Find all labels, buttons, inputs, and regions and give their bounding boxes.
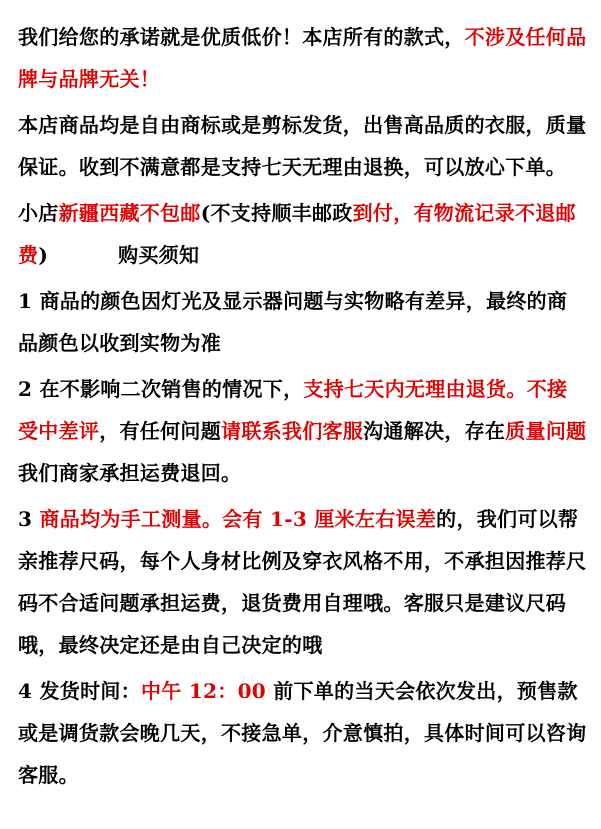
highlighted-text: 请联系我们客服	[221, 419, 364, 443]
notice-paragraph-2	[18, 104, 587, 188]
body-text: 3	[18, 507, 40, 531]
body-text: 购买须知	[118, 243, 200, 267]
body-text: 我们商家承担运费退回。	[18, 461, 242, 485]
notice-paragraph-3	[18, 192, 587, 276]
highlighted-text: 支持七天内无理由退货。不接受中差评	[18, 377, 568, 443]
body-text: 小店	[18, 201, 59, 225]
body-text: )	[38, 243, 49, 267]
highlighted-text: 到付，有物流记录不退邮费	[18, 201, 576, 267]
notice-paragraph-7	[18, 670, 587, 796]
body-text: ，有任何问题	[99, 419, 222, 443]
highlighted-text: 中午 12：00	[140, 679, 267, 703]
body-text: 的，我们可以帮亲推荐尺码，每个人身材比例及穿衣风格不用，不承担因推荐尺码不合适问题承担运费，退货费用自理哦。客服只是建议尺码哦，最终决定还是由自己决定的哦	[18, 507, 587, 657]
notice-paragraph-5	[18, 368, 587, 494]
highlighted-text: 不涉及任何品牌与品牌无关！	[18, 25, 587, 91]
body-text: (不支持顺丰邮政	[200, 201, 353, 225]
body-text: 1 商品的颜色因灯光及显示器问题与实物略有差异，最终的商品颜色以收到实物为准	[18, 289, 568, 355]
notice-paragraph-4	[18, 280, 587, 364]
body-text: 本店商品均是自由商标或是剪标发货，出售高品质的衣服，质量保证。收到不满意都是支持七天无理由退换，可以放心下单。	[18, 113, 587, 179]
body-text: 前下单的当天会依次发出，预售款或是调货款会晚几天，不接急单，介意慎拍，具体时间可以咨询客服。	[18, 679, 587, 787]
body-text: 2 在不影响二次销售的情况下，	[18, 377, 304, 401]
highlighted-text: 新疆西藏不包邮	[58, 201, 201, 225]
highlighted-text: 商品均为手工测量。会有 1-3 厘米左右误差	[39, 507, 437, 531]
notice-paragraph-6	[18, 498, 587, 666]
highlighted-text: 质量问题	[505, 419, 587, 443]
body-text: 4 发货时间：	[18, 679, 141, 703]
body-text: 我们给您的承诺就是优质低价！本店所有的款式，	[18, 25, 465, 49]
body-text: 沟通解决，存在	[363, 419, 506, 443]
notice-paragraph-1	[18, 16, 587, 100]
